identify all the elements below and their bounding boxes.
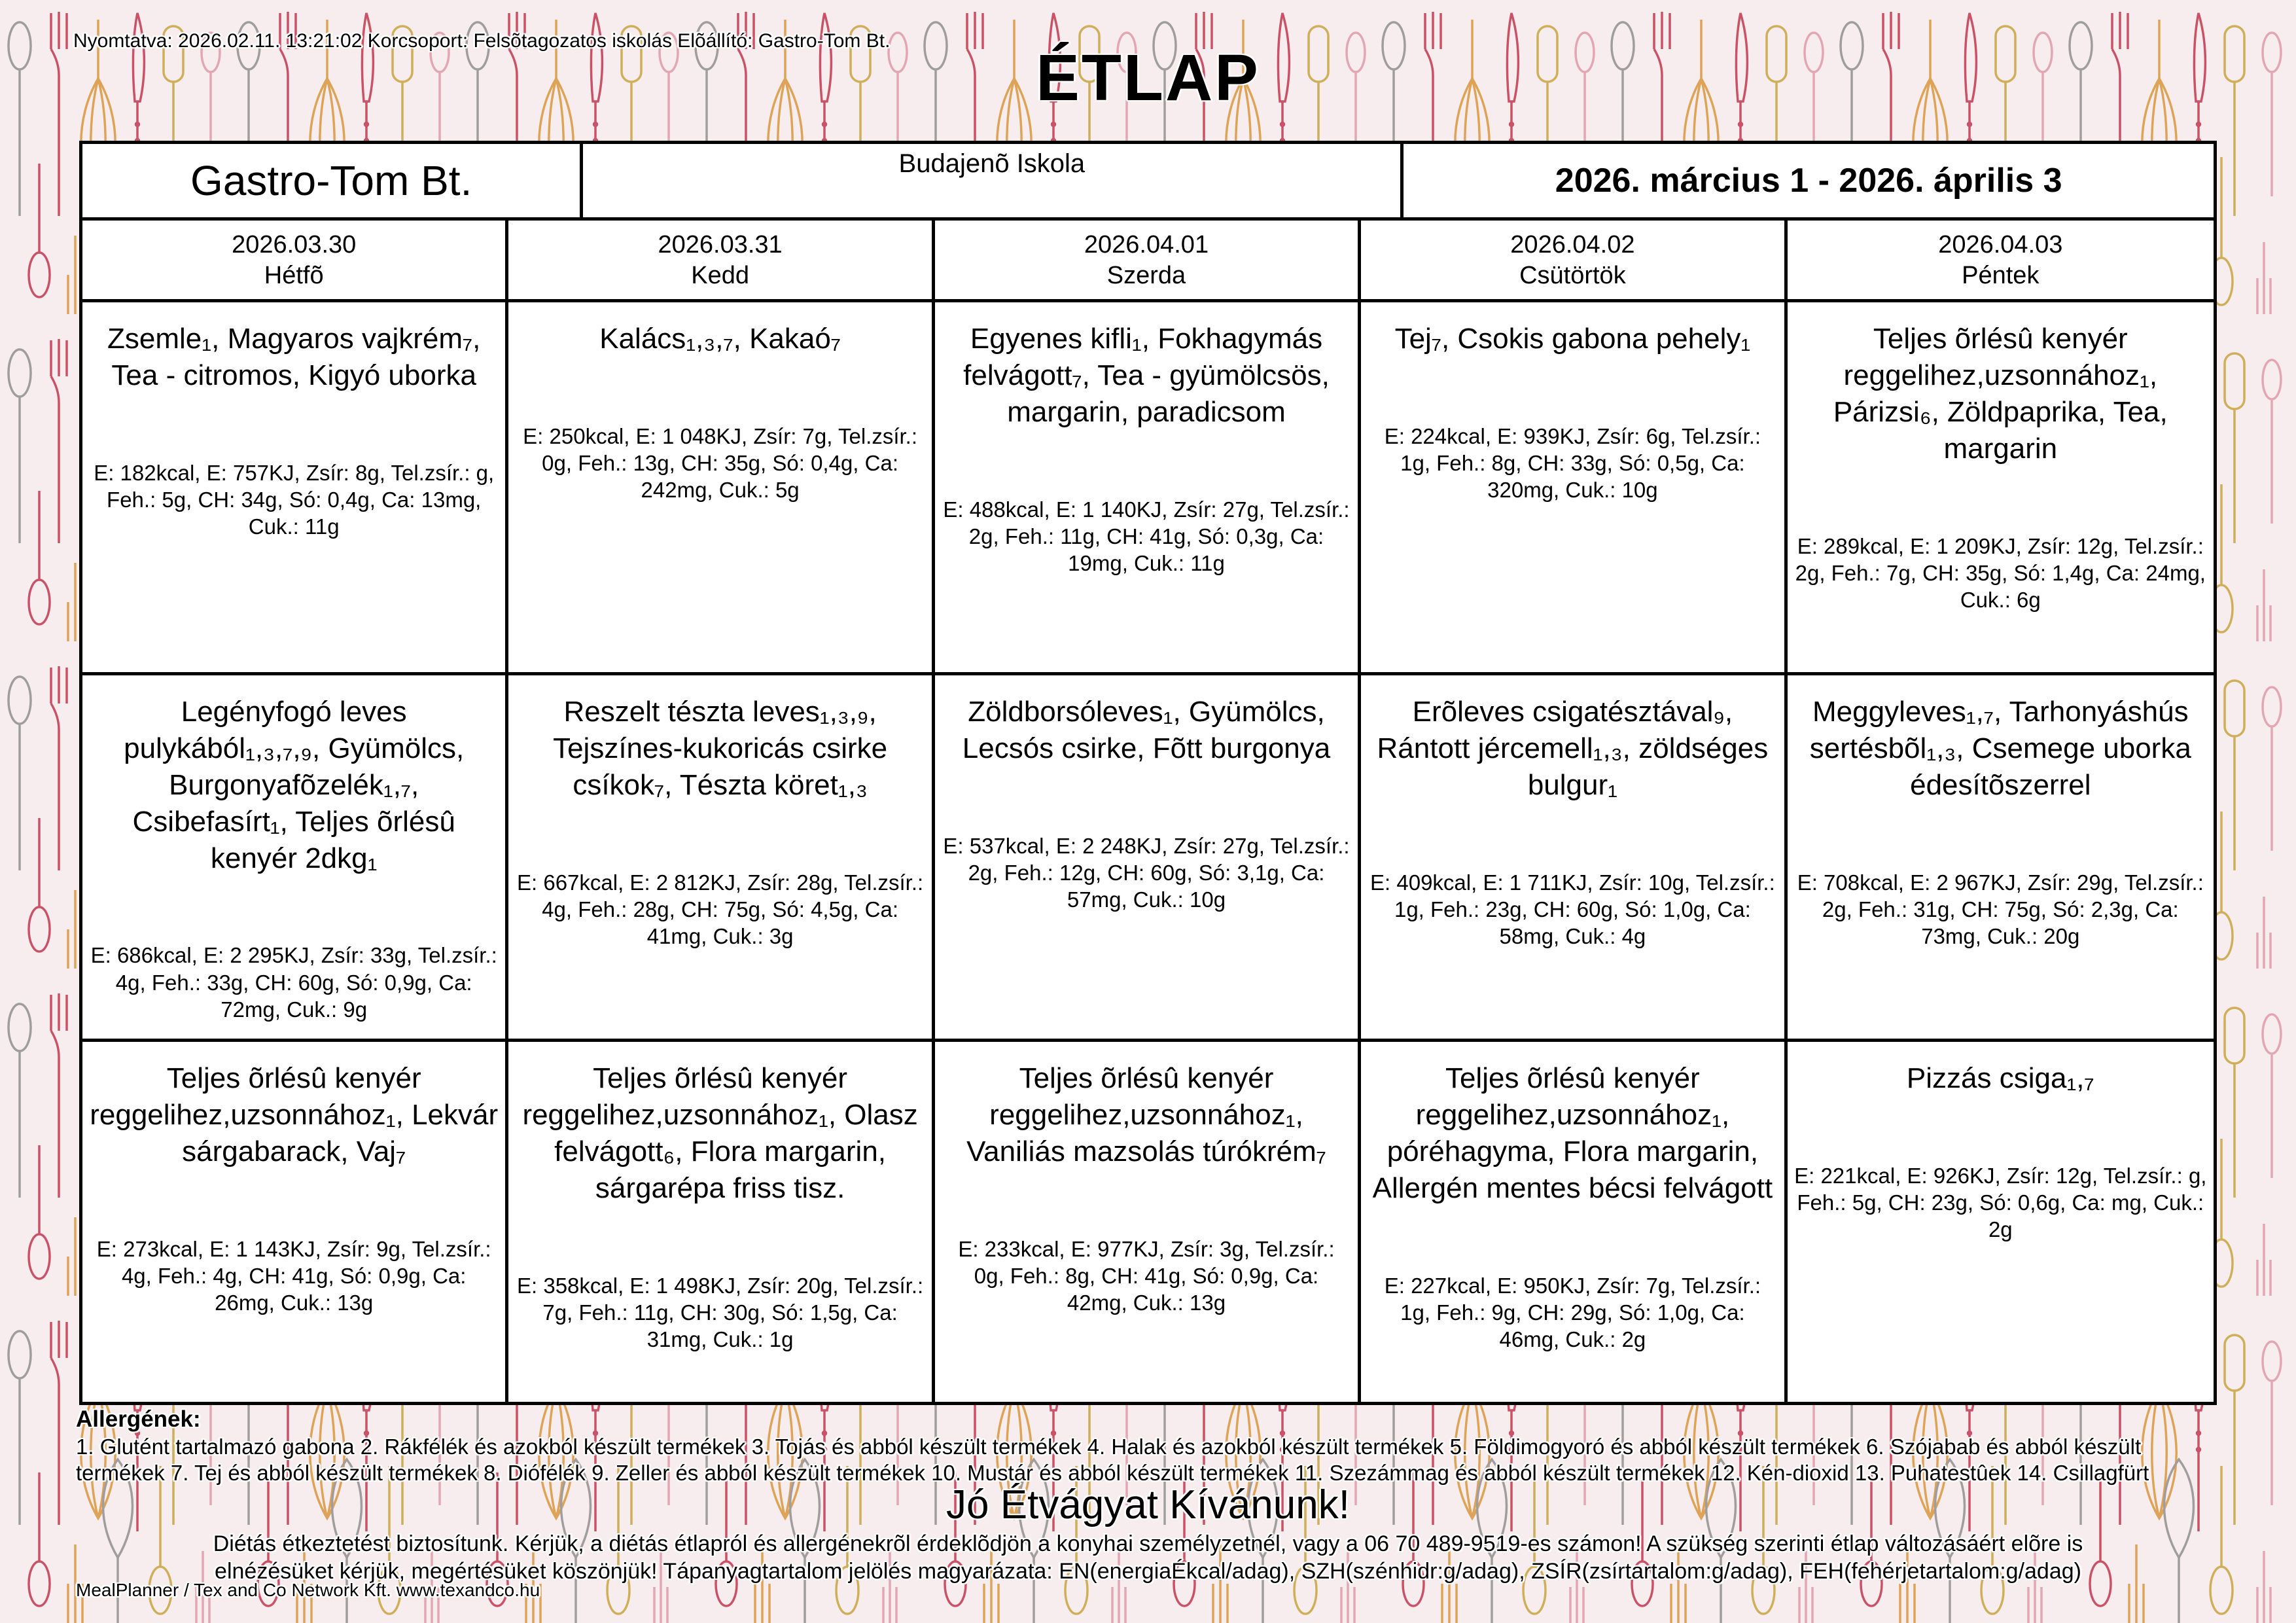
meal-name: Reszelt tészta leves₁,₃,₉, Tejszínes-kukoricás csirke csíkok₇, Tészta köret₁,₃ <box>553 696 888 801</box>
meal-name: Zsemle₁, Magyaros vajkrém₇, Tea - citromos, Kigyó uborka <box>107 323 481 391</box>
day-header-5 <box>1788 221 2214 299</box>
meal-name: Zöldborsóleves₁, Gyümölcs, Lecsós csirke, Fõtt burgonya <box>962 696 1331 764</box>
meal-nutrition: E: 182kcal, E: 757KJ, Zsír: 8g, Tel.zsír.: g, Feh.: 5g, CH: 34g, Só: 0,4g, Ca: 13mg, Cuk.: 11g <box>94 460 495 539</box>
meal-name: Egyenes kifli₁, Fokhagymás felvágott₇, Tea - gyümölcsös, margarin, paradicsom <box>963 323 1330 428</box>
day-date: 2026.04.01 <box>1084 231 1209 259</box>
meal-cell-snack-3 <box>935 1039 1361 1402</box>
day-header-4 <box>1361 221 1787 299</box>
day-date: 2026.03.31 <box>658 231 783 259</box>
day-date: 2026.04.03 <box>1938 231 2063 259</box>
diet-info-line-1: Diétás étkeztetést biztosítunk. Kérjük, a diétás étlapról és allergénekrõl érdeklõdjön a konyhai személyzetnél, vagy a 06 70 489-9519-es számon! A szükség szerinti étlap változásáért elõre is <box>213 1531 2083 1556</box>
allergens-heading: Allergének: <box>76 1406 201 1432</box>
school-name: Budajenõ Iskola <box>583 144 1404 217</box>
day-name: Csütörtök <box>1519 262 1626 289</box>
allergens-line-2: termékek 7. Tej és abból készült termékek 8. Diófélék 9. Zeller és abból készült termékek 10. Mustár és abból készült termékek 11. Szezámmag és abból készült termékek 12. Kén-dioxid 13. Puhatestûek 14. Csillagfürt <box>76 1460 2149 1485</box>
day-header-2 <box>508 221 934 299</box>
print-info: Nyomtatva: 2026.02.11. 13:21:02 Korcsoport: Felsõtagozatos iskolás Elõállító: Gastro-Tom Bt. <box>73 30 891 52</box>
meal-name: Teljes õrlésû kenyér reggelihez,uzsonnához₁, Olasz felvágott₆, Flora margarin, sárgarépa friss tisz. <box>522 1062 918 1204</box>
meal-cell-snack-2 <box>508 1039 934 1402</box>
meal-name: Pizzás csiga₁,₇ <box>1906 1062 2094 1094</box>
meal-nutrition: E: 537kcal, E: 2 248KJ, Zsír: 27g, Tel.zsír.: 2g, Feh.: 12g, CH: 60g, Só: 3,1g, Ca: 57mg, Cuk.: 10g <box>943 833 1350 912</box>
meal-name: Teljes õrlésû kenyér reggelihez,uzsonnához₁, Vaniliás mazsolás túrókrém₇ <box>966 1062 1326 1168</box>
meal-nutrition: E: 224kcal, E: 939KJ, Zsír: 6g, Tel.zsír.: 1g, Feh.: 8g, CH: 33g, Só: 0,5g, Ca: 320mg, Cuk.: 10g <box>1384 423 1761 503</box>
allergens-section <box>76 1406 2226 1486</box>
meal-cell-lunch-2 <box>508 672 934 1039</box>
meal-cell-lunch-5 <box>1788 672 2214 1039</box>
meal-name: Kalács₁,₃,₇, Kakaó₇ <box>599 323 841 355</box>
day-header-1 <box>82 221 508 299</box>
provider-name: Gastro-Tom Bt. <box>82 144 583 217</box>
meal-nutrition: E: 273kcal, E: 1 143KJ, Zsír: 9g, Tel.zsír.: 4g, Feh.: 4g, CH: 41g, Só: 0,9g, Ca: 26mg, Cuk.: 13g <box>96 1236 491 1315</box>
meal-nutrition: E: 227kcal, E: 950KJ, Zsír: 7g, Tel.zsír.: 1g, Feh.: 9g, CH: 29g, Só: 1,0g, Ca: 46mg, Cuk.: 2g <box>1384 1273 1761 1351</box>
meal-nutrition: E: 221kcal, E: 926KJ, Zsír: 12g, Tel.zsír.: g, Feh.: 5g, CH: 23g, Só: 0,6g, Ca: mg, Cuk.: 2g <box>1794 1163 2207 1242</box>
day-name: Hétfõ <box>264 262 324 289</box>
meal-cell-snack-4 <box>1361 1039 1787 1402</box>
meal-cell-breakfast-4 <box>1361 299 1787 672</box>
meal-nutrition: E: 409kcal, E: 1 711KJ, Zsír: 10g, Tel.zsír.: 1g, Feh.: 23g, CH: 60g, Só: 1,0g, Ca: 58mg, Cuk.: 4g <box>1370 870 1775 949</box>
meal-nutrition: E: 686kcal, E: 2 295KJ, Zsír: 33g, Tel.zsír.: 4g, Feh.: 33g, CH: 60g, Só: 0,9g, Ca: 72mg, Cuk.: 9g <box>90 943 497 1022</box>
meal-cell-lunch-4 <box>1361 672 1787 1039</box>
day-date: 2026.03.30 <box>232 231 357 259</box>
meal-cell-breakfast-3 <box>935 299 1361 672</box>
page-title: ÉTLAP <box>1036 41 1260 115</box>
meal-nutrition: E: 289kcal, E: 1 209KJ, Zsír: 12g, Tel.zsír.: 2g, Feh.: 7g, CH: 35g, Só: 1,4g, Ca: 24mg, Cuk.: 6g <box>1795 533 2206 612</box>
day-date: 2026.04.02 <box>1510 231 1635 259</box>
meal-cell-lunch-1 <box>82 672 508 1039</box>
meal-cell-lunch-3 <box>935 672 1361 1039</box>
meal-nutrition: E: 708kcal, E: 2 967KJ, Zsír: 29g, Tel.zsír.: 2g, Feh.: 31g, CH: 75g, Só: 2,3g, Ca: 73mg, Cuk.: 20g <box>1797 870 2204 949</box>
meal-nutrition: E: 488kcal, E: 1 140KJ, Zsír: 27g, Tel.zsír.: 2g, Feh.: 11g, CH: 41g, Só: 0,3g, Ca: 19mg, Cuk.: 11g <box>943 497 1350 576</box>
meal-nutrition: E: 250kcal, E: 1 048KJ, Zsír: 7g, Tel.zsír.: 0g, Feh.: 13g, CH: 35g, Só: 0,4g, Ca: 242mg, Cuk.: 5g <box>523 423 918 503</box>
menu-grid <box>79 217 2217 1405</box>
meal-name: Teljes õrlésû kenyér reggelihez,uzsonnához₁, Lekvár sárgabarack, Vaj₇ <box>90 1062 499 1168</box>
meal-cell-breakfast-2 <box>508 299 934 672</box>
date-range: 2026. március 1 - 2026. április 3 <box>1555 162 2062 200</box>
meal-cell-snack-1 <box>82 1039 508 1402</box>
bon-appetit-text: Jó Étvágyat Kívánunk! <box>946 1482 1350 1527</box>
software-credit: MealPlanner / Tex and Co Network Kft. www.texandco.hu <box>76 1580 540 1600</box>
table-header-row <box>79 141 2217 217</box>
meal-name: Teljes õrlésû kenyér reggelihez,uzsonnához₁, Párizsi₆, Zöldpaprika, Tea, margarin <box>1833 323 2168 465</box>
meal-cell-breakfast-1 <box>82 299 508 672</box>
meal-nutrition: E: 358kcal, E: 1 498KJ, Zsír: 20g, Tel.zsír.: 7g, Feh.: 11g, CH: 30g, Só: 1,5g, Ca: 31mg, Cuk.: 1g <box>517 1273 924 1351</box>
allergens-line-1: 1. Glutént tartalmazó gabona 2. Rákfélék és azokból készült termékek 3. Tojás és abból készült termékek 4. Halak és azokból készült termékek 5. Földimogyoró és abból készült termékek 6. Szójabab és abból készült <box>76 1434 2142 1459</box>
meal-cell-snack-5 <box>1788 1039 2214 1402</box>
menu-table <box>79 141 2217 1405</box>
meal-name: Tej₇, Csokis gabona pehely₁ <box>1394 323 1751 355</box>
day-name: Kedd <box>691 262 749 289</box>
day-name: Szerda <box>1106 262 1186 289</box>
meal-name: Teljes õrlésû kenyér reggelihez,uzsonnához₁, póréhagyma, Flora margarin, Allergén mentes bécsi felvágott <box>1372 1062 1773 1204</box>
meal-name: Erõleves csigatésztával₉, Rántott jércemell₁,₃, zöldséges bulgur₁ <box>1377 696 1769 801</box>
meal-name: Meggyleves₁,₇, Tarhonyáshús sertésbõl₁,₃, Csemege uborka édesítõszerrel <box>1809 696 2191 801</box>
day-header-3 <box>935 221 1361 299</box>
meal-cell-breakfast-5 <box>1788 299 2214 672</box>
meal-name: Legényfogó leves pulykából₁,₃,₇,₉, Gyümölcs, Burgonyafõzelék₁,₇, Csibefasírt₁, Teljes õrlésû kenyér 2dkg₁ <box>124 696 465 874</box>
diet-info-line-2: elnézésüket kérjük, megértésüket köszönjük! Tápanyagtartalom jelölés magyarázata: EN(energiaÉkcal/adag), SZH(szénhidr:g/adag), ZSÍR(zsírtartalom:g/adag), FEH(fehérjetartalom:g/adag) <box>215 1559 2081 1584</box>
meal-nutrition: E: 233kcal, E: 977KJ, Zsír: 3g, Tel.zsír.: 0g, Feh.: 8g, CH: 41g, Só: 0,9g, Ca: 42mg, Cuk.: 13g <box>958 1236 1335 1315</box>
day-name: Péntek <box>1962 262 2040 289</box>
meal-nutrition: E: 667kcal, E: 2 812KJ, Zsír: 28g, Tel.zsír.: 4g, Feh.: 28g, CH: 75g, Só: 4,5g, Ca: 41mg, Cuk.: 3g <box>517 870 924 949</box>
